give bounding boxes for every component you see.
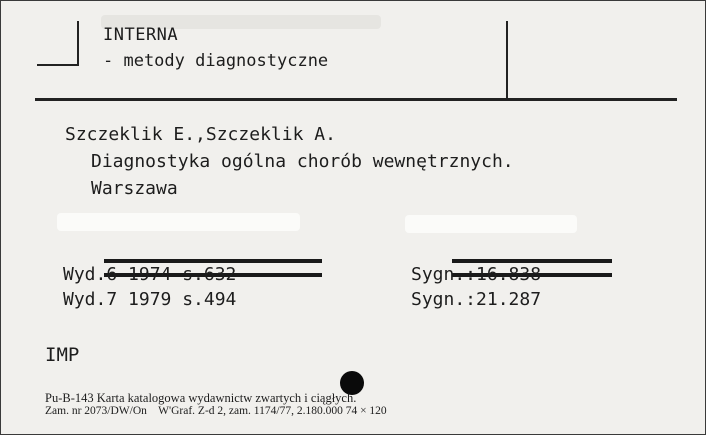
footer-line-2: Zam. nr 2073/DW/On W'Graf. Z-d 2, zam. 1174/77, 2.180.000 74 × 120 — [45, 405, 387, 417]
header-left-horizontal-rule — [37, 64, 79, 66]
header-bottom-rule — [35, 98, 677, 101]
footer-line-1: Pu-B-143 Karta katalogowa wydawnictw zwartych i ciągłych. — [45, 391, 357, 405]
entry-place: Warszawa — [91, 178, 178, 199]
subject-subheading: - metody diagnostyczne — [103, 51, 329, 71]
correction-patch-left — [57, 213, 300, 231]
subject-heading: INTERNA — [103, 25, 179, 45]
header-right-vertical-rule — [506, 21, 508, 99]
correction-patch-right — [405, 215, 577, 233]
code-label: IMP — [45, 344, 80, 366]
signature-line: Sygn.:16.838 — [411, 264, 542, 285]
entry-authors: Szczeklik E.,Szczeklik A. — [65, 124, 336, 145]
edition-line: Wyd.7 1979 s.494 — [63, 289, 237, 310]
entry-title: Diagnostyka ogólna chorób wewnętrznych. — [91, 151, 514, 172]
signature-line: Sygn.:21.287 — [411, 289, 542, 310]
header-left-vertical-rule — [77, 21, 79, 65]
edition-line: Wyd.6 1974 s.632 — [63, 264, 237, 285]
